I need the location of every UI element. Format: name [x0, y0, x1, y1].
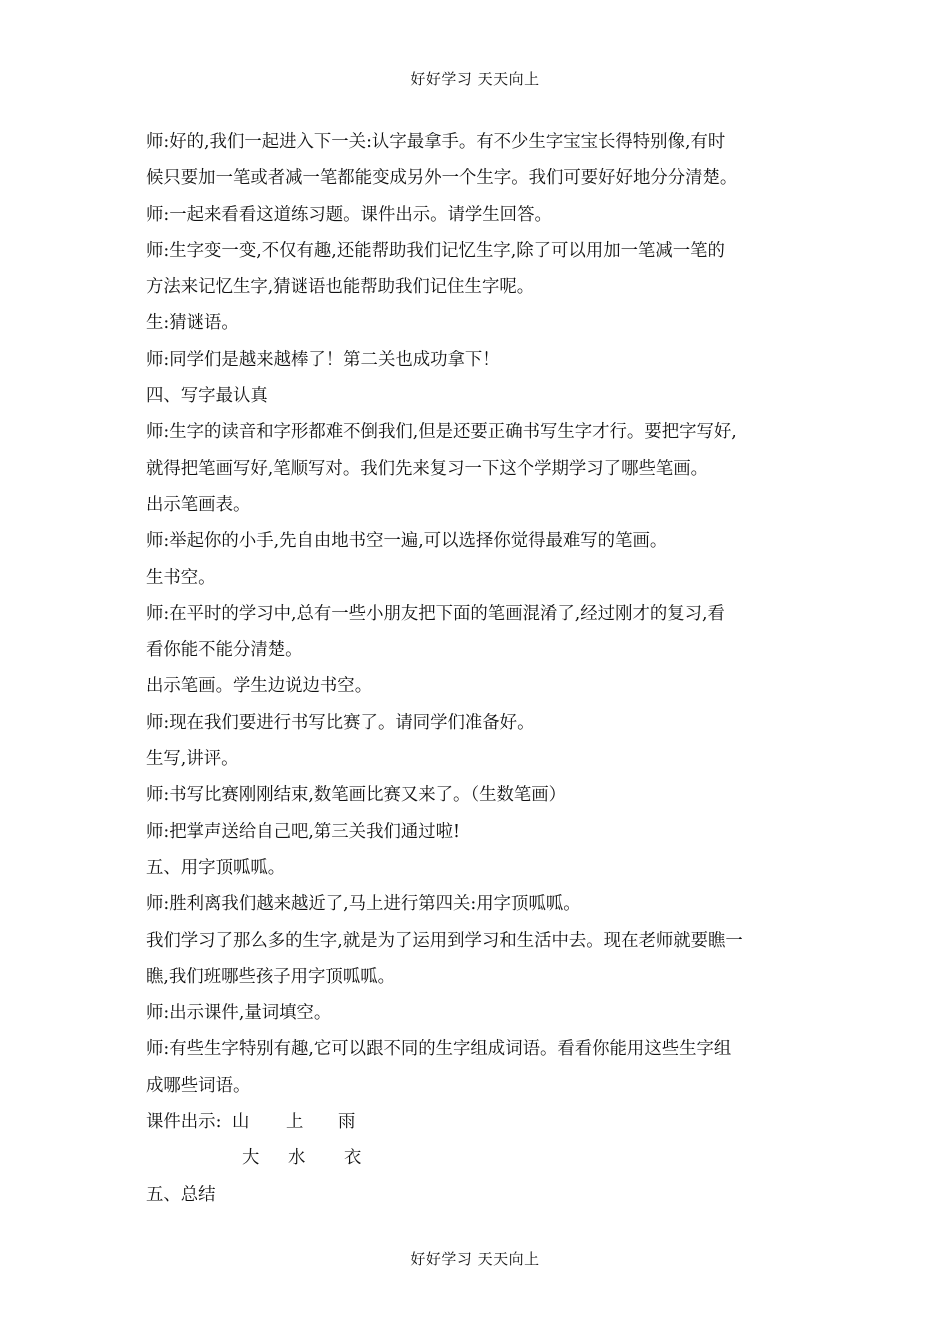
text-line: 师:好的,我们一起进入下一关:认字最拿手。有不少生字宝宝长得特别像,有时: [146, 132, 726, 152]
courseware-char: 雨: [338, 1112, 356, 1133]
text-line: 瞧,我们班哪些孩子用字顶呱呱。: [146, 966, 395, 987]
page-footer: 好好学习 天天向上: [410, 1250, 540, 1268]
text-line: 师:生字的读音和字形都难不倒我们,但是还要正确书写生字才行。要把字写好,: [146, 422, 737, 443]
text-line: 就得把笔画写好,笔顺写对。我们先来复习一下这个学期学习了哪些笔画。: [146, 458, 709, 479]
courseware-char: 衣: [344, 1148, 362, 1169]
text-line: 我们学习了那么多的生字,就是为了运用到学习和生活中去。现在老师就要瞧一: [146, 930, 743, 951]
text-line: 四、写字最认真: [146, 386, 268, 407]
text-line: 师:把掌声送给自己吧,第三关我们通过啦!: [146, 821, 461, 842]
text-line: 生写,讲评。: [146, 749, 239, 770]
text-line: 师:胜利离我们越来越近了,马上进行第四关:用字顶呱呱。: [146, 894, 581, 915]
courseware-char: 大: [242, 1148, 260, 1169]
text-line: 成哪些词语。: [146, 1075, 251, 1096]
courseware-row-2: [146, 1140, 810, 1176]
text-line: 师:有些生字特别有趣,它可以跟不同的生字组成词语。看看你能用这些生字组: [146, 1039, 732, 1060]
text-line: 看你能不能分清楚。: [146, 640, 303, 661]
courseware-label: 课件出示:: [146, 1112, 222, 1133]
courseware-char: 山: [232, 1112, 250, 1133]
courseware-char: 水: [288, 1148, 306, 1169]
text-line: 出示笔画表。: [146, 494, 251, 515]
text-line: 出示笔画。学生边说边书空。: [146, 676, 373, 697]
text-line: 师:出示课件,量词填空。: [146, 1003, 332, 1024]
text-line: 候只要加一笔或者减一笔都能变成另外一个生字。我们可要好好地分分清楚。: [146, 168, 738, 189]
courseware-char: 上: [286, 1112, 304, 1133]
page-header: 好好学习 天天向上: [410, 70, 540, 88]
text-line: 五、用字顶呱呱。: [146, 857, 286, 878]
text-line: 师:在平时的学习中,总有一些小朋友把下面的笔画混淆了,经过刚才的复习,看: [146, 603, 725, 624]
courseware-row-1: [146, 1104, 810, 1140]
text-line: 方法来记忆生字,猜谜语也能帮助我们记住生字呢。: [146, 277, 535, 298]
text-line: 师:书写比赛刚刚结束,数笔画比赛又来了。（生数笔画）: [146, 785, 567, 806]
text-line: 师:现在我们要进行书写比赛了。请同学们准备好。: [146, 712, 535, 733]
document-body: [146, 124, 810, 1213]
text-line: 师:同学们是越来越棒了！第二关也成功拿下！: [146, 349, 500, 370]
section-heading-summary: 五、总结: [146, 1184, 216, 1205]
text-line: 师:举起你的小手,先自由地书空一遍,可以选择你觉得最难写的笔画。: [146, 531, 668, 552]
text-line: 师:一起来看看这道练习题。课件出示。请学生回答。: [146, 204, 552, 225]
text-line: 生书空。: [146, 567, 216, 588]
text-line: 生:猜谜语。: [146, 313, 239, 334]
text-line: 师:生字变一变,不仅有趣,还能帮助我们记忆生字,除了可以用加一笔减一笔的: [146, 240, 725, 261]
paragraph-lines: [146, 124, 810, 1104]
